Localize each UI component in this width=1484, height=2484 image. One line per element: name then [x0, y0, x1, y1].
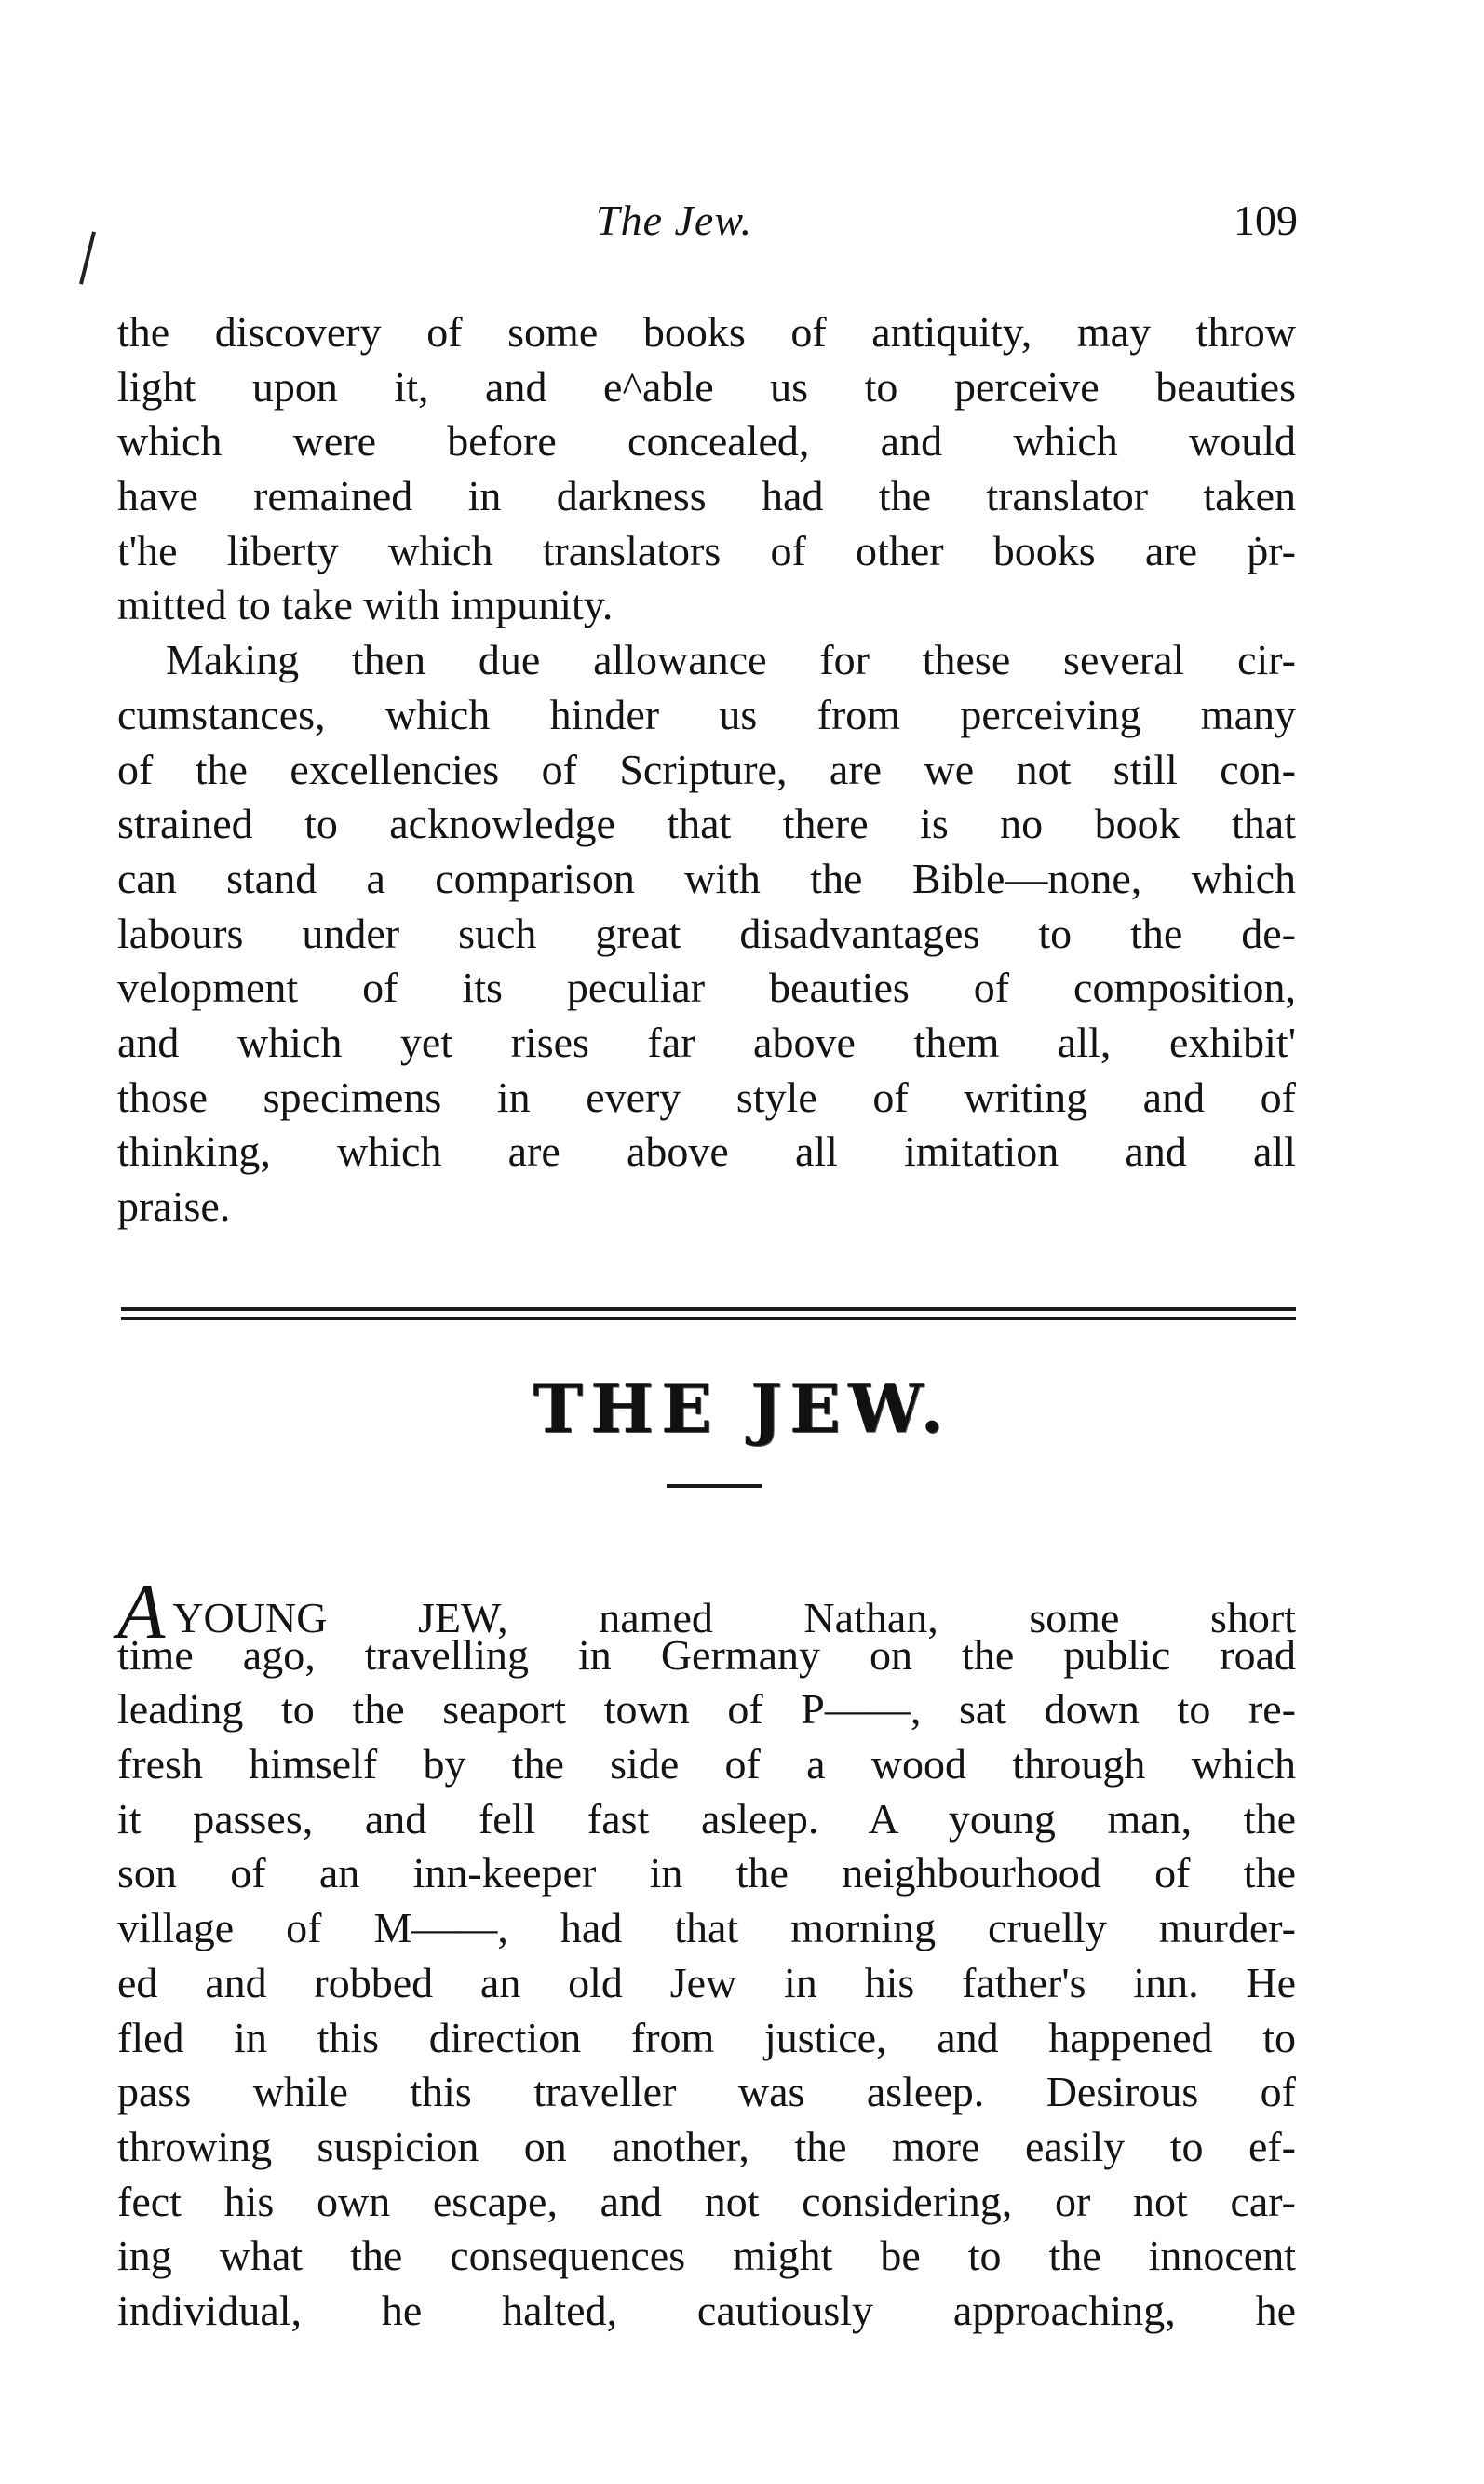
section-title: THE JEW. [533, 1369, 951, 1448]
text-line: can stand a comparison with the Bible—none, which [117, 854, 1296, 902]
running-head: The Jew. [596, 196, 753, 244]
body-text-story [117, 1569, 1296, 2339]
text-line: fresh himself by the side of a wood through which [117, 1740, 1296, 1789]
text-line: time ago, travelling in Germany on the public road [117, 1630, 1296, 1679]
text-line: ing what the consequences might be to the innocent [117, 2232, 1296, 2280]
body-text-top [117, 305, 1296, 1235]
drop-cap: A [117, 1569, 166, 1655]
text-line: it passes, and fell fast asleep. A young man, the [117, 1794, 1296, 1843]
text-line: praise. [117, 1182, 231, 1230]
text-line: t'he liberty which translators of other books are ṗr- [117, 526, 1296, 574]
first-line-text: YOUNG JEW, named Nathan, some short [172, 1594, 1296, 1641]
text-line: which were before concealed, and which would [117, 417, 1296, 466]
text-line: have remained in darkness had the translator taken [117, 472, 1296, 520]
text-line: velopment of its peculiar beauties of composition, [117, 964, 1296, 1012]
text-line: those specimens in every style of writing and of [117, 1073, 1296, 1121]
text-line: pass while this traveller was asleep. Desirous of [117, 2068, 1296, 2116]
text-line: individual, he halted, cautiously approaching, he [117, 2286, 1296, 2334]
text-line: fled in this direction from justice, and happened to [117, 2013, 1296, 2061]
text-line: and which yet rises far above them all, exhibit' [117, 1018, 1296, 1066]
text-line: mitted to take with impunity. [117, 581, 614, 629]
page-number: 109 [1234, 196, 1298, 244]
text-line: light upon it, and e^able us to perceive beauties [117, 362, 1296, 411]
divider-line-thin [121, 1317, 1296, 1320]
text-line: of the excellencies of Scripture, are we not still con- [117, 745, 1296, 793]
text-line: son of an inn-keeper in the neighbourhood of the [117, 1849, 1296, 1897]
text-line: cumstances, which hinder us from perceiving many [117, 690, 1296, 738]
text-line: thinking, which are above all imitation and all [117, 1127, 1296, 1176]
margin-pencil-mark [79, 231, 96, 284]
divider-line-thick [121, 1307, 1296, 1311]
text-line: fect his own escape, and not considering, or not car- [117, 2177, 1296, 2225]
title-underline [667, 1484, 762, 1488]
text-line: throwing suspicion on another, the more easily to ef- [117, 2122, 1296, 2170]
text-line: strained to acknowledge that there is no book that [117, 800, 1296, 848]
section-divider [121, 1307, 1296, 1324]
text-line: ed and robbed an old Jew in his father's inn. He [117, 1958, 1296, 2006]
text-line: the discovery of some books of antiquity, may throw [117, 308, 1296, 356]
text-line: labours under such great disadvantages to the de- [117, 909, 1296, 957]
text-line: village of M——, had that morning cruelly murder- [117, 1904, 1296, 1952]
text-line: Making then due allowance for these several cir- [166, 636, 1296, 684]
text-line: leading to the seaport town of P——, sat down to re- [117, 1685, 1296, 1734]
